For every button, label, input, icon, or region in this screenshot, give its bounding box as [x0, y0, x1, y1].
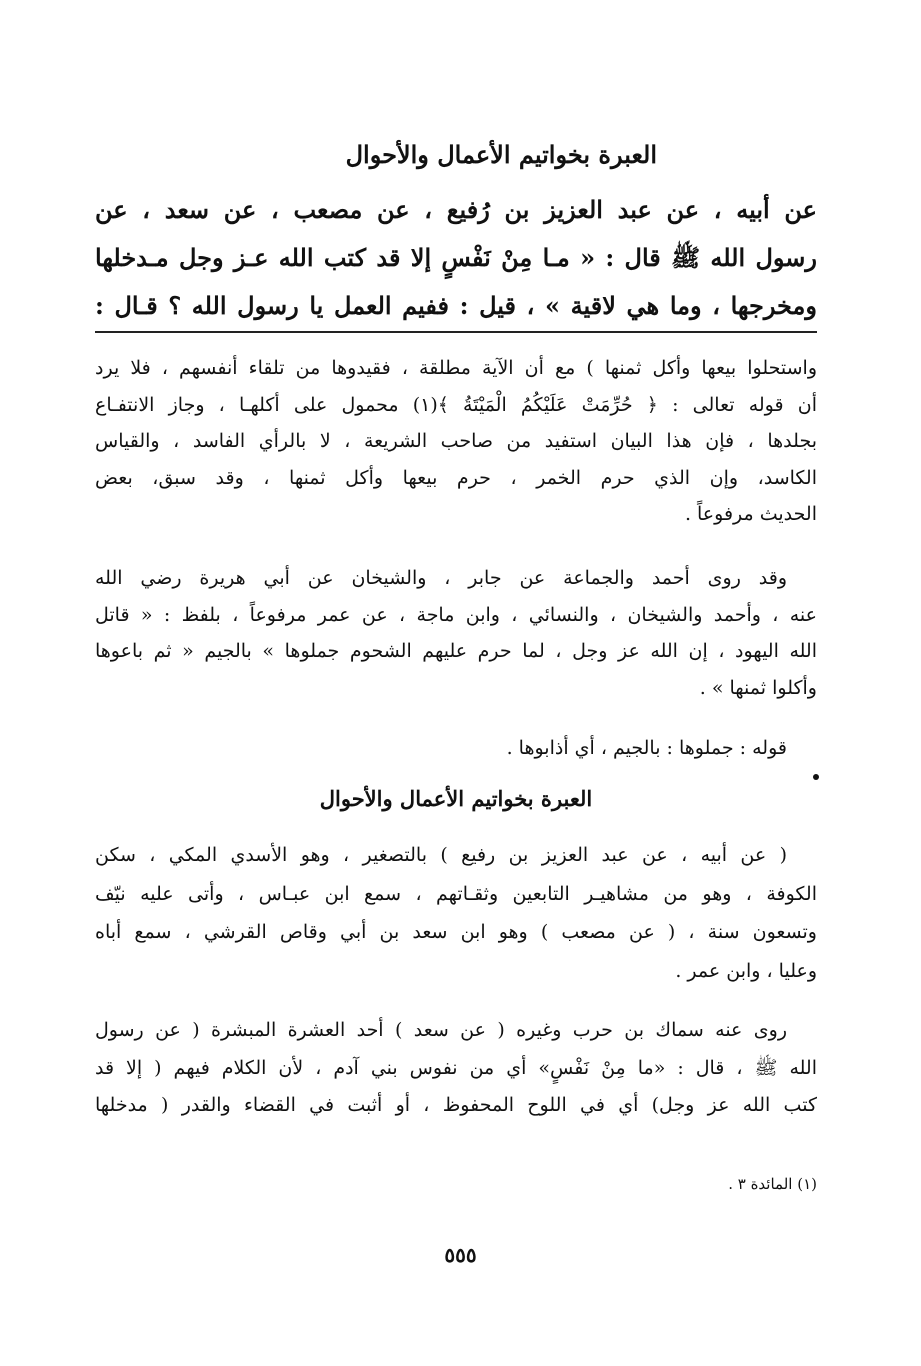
- note-line: الكاسد، وإن الذي حرم الخمر ، حرم بيعها وأكل ثمنها ، وقد سبق، بعض: [95, 466, 817, 489]
- note-line: الله اليهود ، إن الله عز وجل ، لما حرم عليهم الشحوم جملوها » بالجيم « ثم باعوها: [95, 640, 817, 662]
- hadith-line: رسول الله ﷺ قال : « مـا مِنْ نَفْسٍ إلا قد كتب الله عـز وجل مـدخلها: [95, 243, 817, 272]
- commentary-line: روى عنه سماك بن حرب وغيره ( عن سعد ) أحد العشرة المبشرة ( عن رسول: [95, 1019, 787, 1041]
- note-line: وأكلوا ثمنها » .: [699, 676, 817, 699]
- note-paragraph-3: [95, 730, 817, 766]
- hadith-line: عن أبيه ، عن عبد العزيز بن رُفيع ، عن مصعب ، عن سعد ، عن: [95, 195, 817, 224]
- margin-dot: [813, 774, 819, 780]
- heading-top-text: العبرة بخواتيم الأعمال والأحوال: [345, 140, 657, 169]
- hadith-text-block: [95, 186, 817, 330]
- note-line: واستحلوا بيعها وأكل ثمنها ) مع أن الآية مطلقة ، فقيدوها من تلقاء أنفسهم ، فلا يرد: [95, 357, 817, 379]
- note-paragraph-2: [95, 560, 817, 706]
- note-line: عنه ، وأحمد والشيخان ، والنسائي ، وابن ماجة ، عن عمر مرفوعاً ، بلفظ : « قاتل: [95, 603, 817, 626]
- note-line: وقد روى أحمد والجماعة عن جابر ، والشيخان عن أبي هريرة رضي الله: [95, 567, 787, 589]
- commentary-line: الكوفة ، وهو من مشاهيـر التابعين وثقـاتهم ، سمع ابن عبـاس ، وأتى عليه نيّف: [95, 882, 817, 905]
- note-paragraph-1: [95, 350, 817, 533]
- commentary-line: الله ﷺ ، قال : «ما مِنْ نَفْسٍ» أي من نفوس بني آدم ، لأن الكلام فيهم ( إلا قد: [95, 1056, 817, 1079]
- commentary-line: كتب الله عز وجل) أي في اللوح المحفوظ ، أو أثبت في القضاء والقدر ( مدخلها: [95, 1094, 817, 1116]
- footnote: (١) المائدة ٣ .: [728, 1175, 817, 1193]
- commentary-paragraph-2: [95, 1012, 817, 1125]
- page-heading-top: [95, 140, 817, 169]
- note-line: قوله : جملوها : بالجيم ، أي أذابوها .: [506, 737, 787, 759]
- separator-rule: [95, 331, 817, 333]
- note-line: الحديث مرفوعاً .: [684, 503, 817, 525]
- note-line: أن قوله تعالى : ﴿ حُرِّمَتْ عَلَيْكُمُ الْمَيْتَةُ ﴾(١) محمول على أكلهـا ، وجاز الانتفـاع: [95, 393, 817, 416]
- note-line: بجلدها ، فإن هذا البيان استفيد من صاحب الشريعة ، لا بالرأي الفاسد ، والقياس: [95, 430, 817, 452]
- commentary-line: ( عن أبيه ، عن عبد العزيز بن رفيع ) بالتصغير ، وهو الأسدي المكي ، سكن: [95, 844, 787, 866]
- commentary-line: وتسعون سنة ، ( عن مصعب ) وهو ابن سعد بن أبي وقاص القرشي ، سمع أباه: [95, 921, 817, 943]
- commentary-paragraph-1: [95, 836, 817, 990]
- page-number: ٥٥٥: [444, 1243, 477, 1267]
- section-heading-mid: العبرة بخواتيم الأعمال والأحوال: [319, 786, 593, 811]
- hadith-line: ومخرجها ، وما هي لاقية » ، قيل : ففيم العمل يا رسول الله ؟ قـال :: [95, 291, 817, 320]
- commentary-line: وعليا ، وابن عمر .: [675, 959, 817, 982]
